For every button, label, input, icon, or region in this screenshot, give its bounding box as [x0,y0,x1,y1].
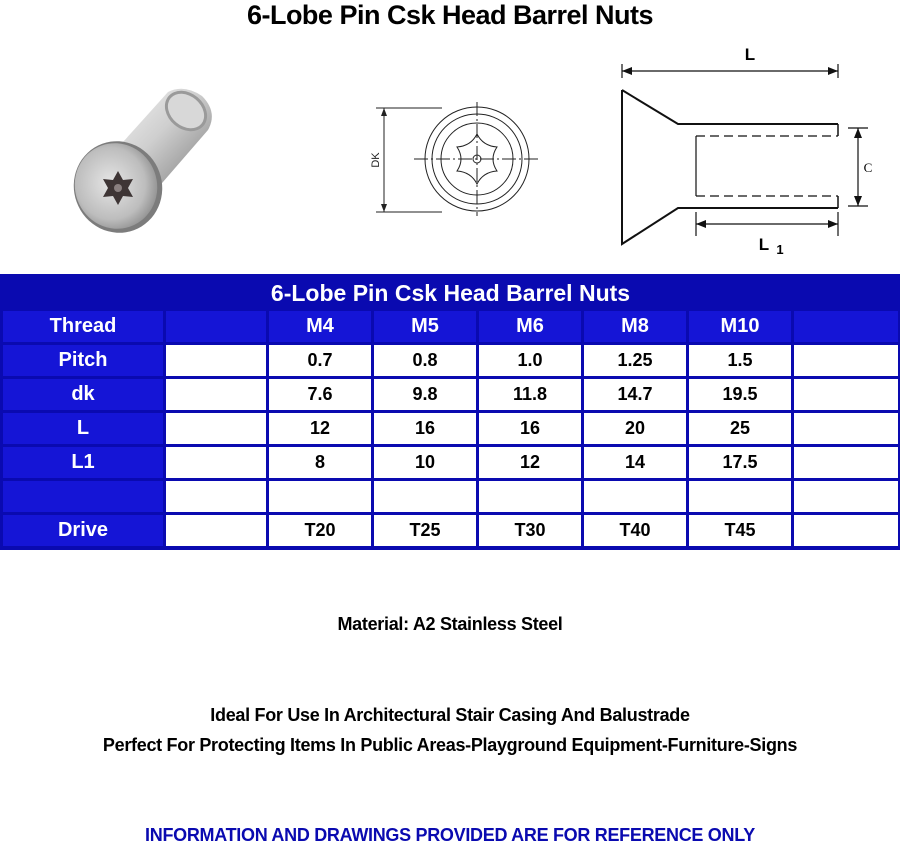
table-cell: T25 [374,515,476,546]
table-cell: 8 [269,447,371,478]
table-cell [794,345,898,376]
table-cell: 16 [374,413,476,444]
table-cell: T45 [689,515,791,546]
table-row [3,515,898,546]
row-label: Thread [3,311,163,342]
table-row [3,447,898,478]
table-cell [166,515,266,546]
table-cell: 19.5 [689,379,791,410]
table-cell: 12 [479,447,581,478]
row-label: Pitch [3,345,163,376]
table-cell: M8 [584,311,686,342]
table-cell: 1.25 [584,345,686,376]
usage-note-2: Perfect For Protecting Items In Public Areas-Playground Equipment-Furniture-Signs [102,735,798,755]
table-cell: 16 [479,413,581,444]
row-label: L [3,413,163,444]
table-cell: M6 [479,311,581,342]
table-cell: M4 [269,311,371,342]
table-cell: 14.7 [584,379,686,410]
spec-table [0,274,900,550]
l1-subscript: 1 [776,242,784,255]
disclaimer: INFORMATION AND DRAWINGS PROVIDED ARE FOR REFERENCE ONLY [145,825,755,845]
length-label: L [744,45,756,64]
table-cell [794,311,898,342]
table-cell: 12 [269,413,371,444]
table-cell: T40 [584,515,686,546]
table-cell [689,481,791,512]
table-cell [794,515,898,546]
table-cell [794,447,898,478]
table-cell [269,481,371,512]
material-note: Material: A2 Stainless Steel [337,614,563,634]
table-cell [584,481,686,512]
table-cell [166,345,266,376]
table-cell [166,447,266,478]
table-cell: 1.5 [689,345,791,376]
table-cell: T20 [269,515,371,546]
table-cell: 25 [689,413,791,444]
table-cell [479,481,581,512]
usage-note-1: Ideal For Use In Architectural Stair Casing And Balustrade [210,705,690,725]
row-label: L1 [3,447,163,478]
table-cell [794,413,898,444]
table-row [3,481,898,512]
table-row [3,413,898,444]
table-cell: 9.8 [374,379,476,410]
row-label [3,481,163,512]
table-cell: 20 [584,413,686,444]
table-cell: T30 [479,515,581,546]
table-cell: 14 [584,447,686,478]
c-label: C [863,160,873,175]
table-cell: 7.6 [269,379,371,410]
page-title: 6-Lobe Pin Csk Head Barrel Nuts [246,0,654,30]
table-cell: 0.8 [374,345,476,376]
table-cell [166,413,266,444]
table-cell [794,379,898,410]
table-cell: M10 [689,311,791,342]
end-view-diagram [362,100,562,220]
row-label: dk [3,379,163,410]
table-cell [374,481,476,512]
table-cell: 17.5 [689,447,791,478]
side-view-diagram [606,40,896,255]
table-cell: 0.7 [269,345,371,376]
table-cell: M5 [374,311,476,342]
table-cell: 10 [374,447,476,478]
table-header-row [3,311,898,342]
table-cell: 1.0 [479,345,581,376]
table-cell [166,311,266,342]
table-cell: 11.8 [479,379,581,410]
product-photo [56,82,226,242]
table-cell [794,481,898,512]
table-row [3,345,898,376]
table-cell [166,379,266,410]
l1-label: L [758,235,770,254]
row-label: Drive [3,515,163,546]
dk-label: DK [370,152,382,168]
table-title: 6-Lobe Pin Csk Head Barrel Nuts [270,280,631,306]
table-row [3,379,898,410]
table-cell [166,481,266,512]
